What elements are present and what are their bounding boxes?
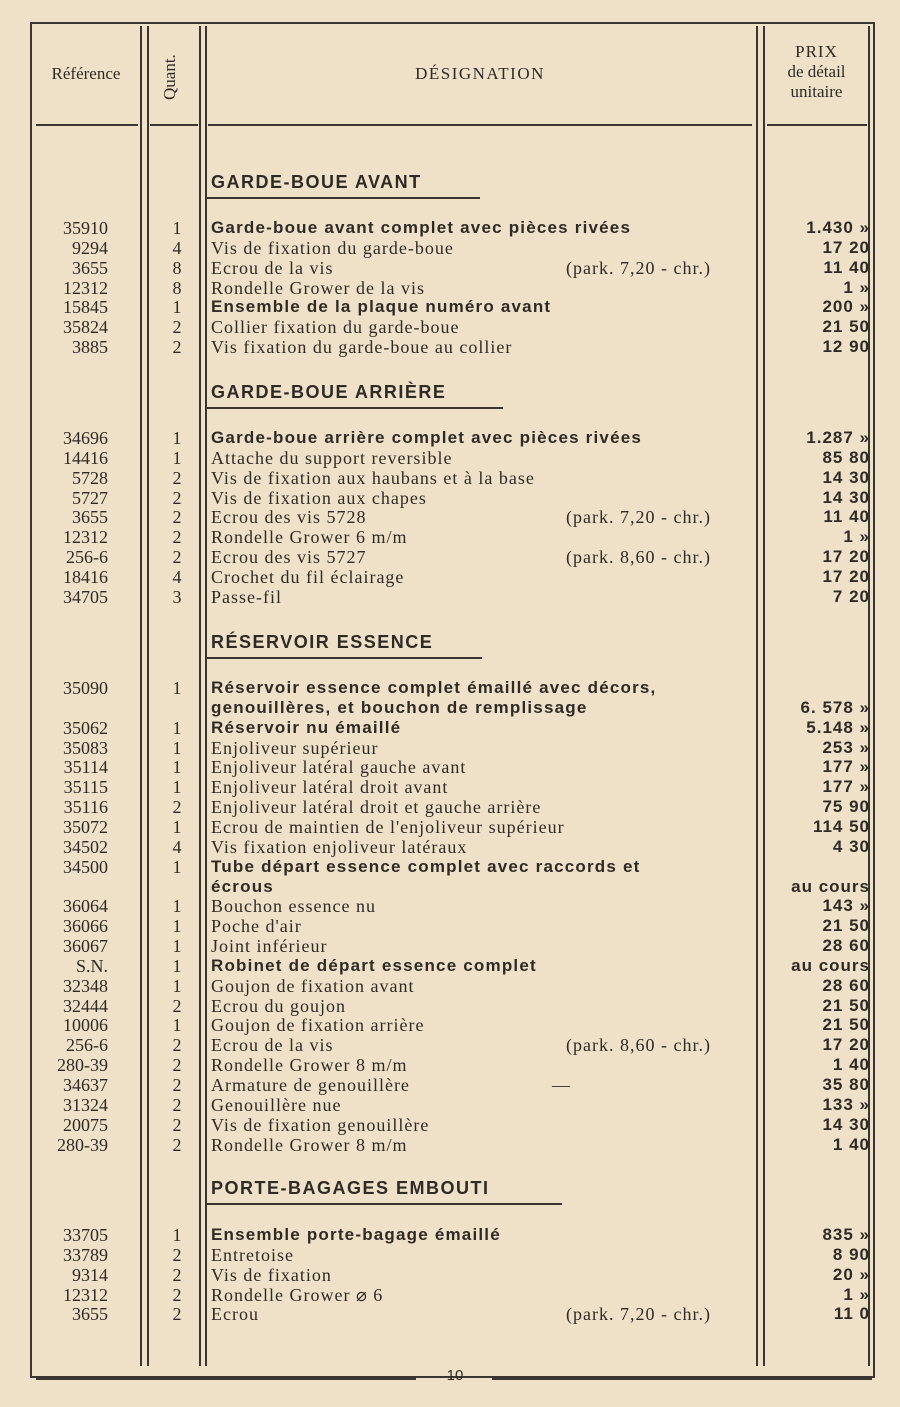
price-cell: 114 50	[812, 816, 870, 836]
footer-rule-right	[492, 1378, 872, 1380]
price-cell: 20 »	[832, 1264, 870, 1284]
section-underline	[207, 197, 480, 199]
table-row	[0, 547, 900, 567]
reference-cell: 5727	[72, 487, 108, 508]
price-cell: 21 50	[822, 1015, 870, 1035]
reference-cell: 12312	[63, 527, 108, 548]
designation-cell: Poche d'air	[211, 916, 302, 937]
price-cell: 1.287 »	[806, 428, 870, 447]
designation-cell: écrous	[211, 876, 274, 896]
price-cell: 5.148 »	[806, 717, 870, 737]
reference-cell: 3655	[72, 257, 108, 278]
price-cell: 14 30	[822, 467, 870, 487]
table-row	[0, 1115, 900, 1135]
designation-cell: Ecrou de maintien de l'enjoliveur supérieur	[211, 816, 565, 837]
table-row	[0, 1245, 900, 1265]
table-row	[0, 238, 900, 258]
designation-cell: Armature de genouillère	[211, 1075, 410, 1095]
quantity-cell: 2	[172, 797, 182, 818]
reference-cell: 35116	[63, 797, 108, 818]
reference-cell: 36067	[63, 936, 108, 957]
designation-note: —	[552, 1075, 570, 1095]
table-row	[0, 757, 900, 777]
table-row	[0, 1304, 900, 1324]
reference-cell: S.N.	[75, 955, 108, 976]
price-cell: 253 »	[822, 737, 870, 757]
price-cell: 85 80	[822, 447, 870, 467]
reference-cell: 280-39	[57, 1134, 108, 1155]
price-cell: 17 20	[822, 1035, 870, 1055]
quantity-cell: 1	[172, 916, 182, 937]
designation-cell: Robinet de départ essence complet	[211, 955, 537, 975]
quantity-cell: 2	[172, 1244, 182, 1265]
section-title: PORTE-BAGAGES EMBOUTI	[211, 1178, 490, 1198]
reference-cell: 35824	[63, 317, 108, 338]
table-row	[0, 218, 900, 238]
reference-cell: 35115	[63, 777, 108, 798]
header-reference: Référence	[51, 64, 121, 83]
reference-cell: 9314	[72, 1264, 108, 1285]
quantity-cell: 1	[172, 218, 182, 238]
table-row	[0, 337, 900, 357]
reference-cell: 3655	[72, 507, 108, 528]
table-row	[0, 1095, 900, 1115]
header-prix-line2: de détail	[787, 62, 846, 81]
designation-cell: Rondelle Grower 8 m/m	[211, 1134, 408, 1155]
table-row	[0, 797, 900, 817]
designation-cell: Ensemble porte-bagage émaillé	[211, 1225, 501, 1244]
footer-rule-left	[36, 1378, 416, 1380]
table-row	[0, 587, 900, 607]
table-row	[0, 258, 900, 278]
table-row	[0, 877, 900, 897]
designation-note: (park. 7,20 - chr.)	[566, 1304, 711, 1325]
price-cell: 17 20	[822, 547, 870, 567]
designation-note: (park. 8,60 - chr.)	[566, 547, 711, 568]
reference-cell: 34705	[63, 586, 108, 607]
price-cell: 17 20	[822, 566, 870, 586]
section-title: GARDE-BOUE AVANT	[211, 172, 422, 192]
header-rule-qty	[150, 124, 198, 126]
quantity-cell: 2	[172, 1134, 182, 1155]
quantity-cell: 1	[172, 955, 182, 976]
quantity-cell: 2	[172, 487, 182, 508]
reference-cell: 3885	[72, 337, 108, 358]
quantity-cell: 2	[172, 1055, 182, 1076]
price-cell: 835 »	[822, 1225, 870, 1244]
price-cell: au cours	[791, 876, 870, 896]
price-cell: 75 90	[822, 797, 870, 817]
reference-cell: 34696	[63, 428, 108, 448]
table-row	[0, 817, 900, 837]
designation-cell: Ecrou de la vis	[211, 257, 334, 278]
price-cell: 11 0	[833, 1304, 870, 1324]
quantity-cell: 4	[172, 566, 182, 587]
price-cell: 6. 578 »	[800, 697, 870, 717]
table-row	[0, 488, 900, 508]
quantity-cell: 1	[172, 975, 182, 996]
reference-cell: 280-39	[57, 1055, 108, 1076]
reference-cell: 5728	[72, 467, 108, 488]
table-row	[0, 956, 900, 976]
quantity-cell: 2	[172, 1094, 182, 1115]
section-underline	[207, 1203, 562, 1205]
section-title: RÉSERVOIR ESSENCE	[211, 632, 434, 652]
designation-cell: genouillères, et bouchon de remplissage	[211, 697, 588, 717]
designation-cell: Joint inférieur	[211, 936, 328, 957]
price-cell: 14 30	[822, 1114, 870, 1134]
reference-cell: 9294	[72, 237, 108, 258]
quantity-cell: 2	[172, 1304, 182, 1325]
reference-cell: 18416	[63, 566, 108, 587]
table-row	[0, 428, 900, 448]
reference-cell: 34637	[63, 1075, 108, 1095]
price-cell: 21 50	[822, 995, 870, 1015]
quantity-cell: 1	[172, 297, 182, 318]
designation-note: (park. 8,60 - chr.)	[566, 1035, 711, 1056]
designation-cell: Vis de fixation aux haubans et à la base	[211, 467, 535, 488]
designation-cell: Enjoliveur latéral droit avant	[211, 777, 449, 798]
price-cell: 4 30	[832, 836, 870, 856]
reference-cell: 35083	[63, 737, 108, 758]
designation-cell: Goujon de fixation arrière	[211, 1015, 425, 1036]
quantity-cell: 2	[172, 1284, 182, 1305]
designation-cell: Vis de fixation	[211, 1264, 332, 1285]
price-cell: 143 »	[822, 896, 870, 916]
designation-cell: Ecrou de la vis	[211, 1035, 334, 1056]
designation-cell: Vis fixation enjoliveur latéraux	[211, 836, 468, 857]
reference-cell: 15845	[63, 297, 108, 318]
table-row	[0, 297, 900, 317]
price-cell: 177 »	[822, 757, 870, 777]
reference-cell: 32348	[63, 975, 108, 996]
price-cell: 21 50	[822, 916, 870, 936]
price-cell: 28 60	[822, 975, 870, 995]
reference-cell: 35090	[63, 678, 108, 698]
table-row	[0, 718, 900, 738]
reference-cell: 256-6	[66, 1035, 108, 1056]
reference-cell: 31324	[63, 1094, 108, 1115]
header-rule-ref	[36, 124, 138, 126]
table-row	[0, 317, 900, 337]
designation-cell: Ensemble de la plaque numéro avant	[211, 297, 552, 317]
designation-note: (park. 7,20 - chr.)	[566, 257, 711, 278]
quantity-cell: 8	[172, 277, 182, 298]
designation-cell: Passe-fil	[211, 586, 282, 607]
quantity-cell: 2	[172, 995, 182, 1016]
header-prix	[765, 42, 868, 102]
quantity-cell: 1	[172, 447, 182, 468]
price-cell: 35 80	[822, 1075, 870, 1094]
quantity-cell: 1	[172, 757, 182, 778]
quantity-cell: 2	[172, 1264, 182, 1285]
price-cell: 14 30	[822, 487, 870, 507]
reference-cell: 35062	[63, 717, 108, 738]
price-cell: 1 »	[843, 277, 870, 297]
quantity-cell: 2	[172, 1114, 182, 1135]
reference-cell: 3655	[72, 1304, 108, 1325]
table-row	[0, 1075, 900, 1095]
table-row	[0, 1285, 900, 1305]
designation-cell: Entretoise	[211, 1244, 294, 1265]
table-row	[0, 837, 900, 857]
price-cell: 28 60	[822, 936, 870, 956]
quantity-cell: 3	[172, 586, 182, 607]
table-row	[0, 777, 900, 797]
designation-cell: Ecrou des vis 5728	[211, 507, 367, 528]
table-row	[0, 996, 900, 1016]
quantity-cell: 2	[172, 507, 182, 528]
designation-cell: Enjoliveur supérieur	[211, 737, 379, 758]
price-cell: 133 »	[822, 1094, 870, 1114]
designation-cell: Rondelle Grower 6 m/m	[211, 527, 408, 548]
quantity-cell: 1	[172, 717, 182, 738]
reference-cell: 35910	[63, 218, 108, 238]
price-cell: 1.430 »	[806, 218, 870, 237]
designation-cell: Enjoliveur latéral droit et gauche arrière	[211, 797, 542, 818]
table-row	[0, 976, 900, 996]
price-cell: 11 40	[823, 257, 870, 277]
price-cell: 17 20	[822, 237, 870, 257]
header-rule-prix	[767, 124, 867, 126]
table-row	[0, 1265, 900, 1285]
reference-cell: 35114	[63, 757, 108, 778]
designation-cell: Goujon de fixation avant	[211, 975, 415, 996]
section-title: GARDE-BOUE ARRIÈRE	[211, 382, 447, 402]
quantity-cell: 1	[172, 777, 182, 798]
table-row	[0, 678, 900, 698]
designation-cell: Vis de fixation aux chapes	[211, 487, 427, 508]
quantity-cell: 1	[172, 1015, 182, 1036]
designation-cell: Garde-boue avant complet avec pièces rivées	[211, 218, 632, 237]
designation-cell: Enjoliveur latéral gauche avant	[211, 757, 467, 778]
table-row	[0, 738, 900, 758]
price-cell: 12 90	[822, 337, 870, 357]
table-row	[0, 1225, 900, 1245]
designation-cell: Bouchon essence nu	[211, 896, 376, 917]
reference-cell: 35072	[63, 816, 108, 837]
reference-cell: 33789	[63, 1244, 108, 1265]
designation-cell: Attache du support reversible	[211, 447, 453, 468]
reference-cell: 34502	[63, 836, 108, 857]
reference-cell: 14416	[63, 447, 108, 468]
quantity-cell: 1	[172, 856, 182, 877]
table-row	[0, 448, 900, 468]
designation-note: (park. 7,20 - chr.)	[566, 507, 711, 528]
designation-cell: Crochet du fil éclairage	[211, 566, 405, 587]
header-prix-line3: unitaire	[790, 82, 843, 101]
reference-cell: 36066	[63, 916, 108, 937]
price-cell: 1 »	[843, 527, 870, 547]
quantity-cell: 1	[172, 428, 182, 448]
designation-cell: Collier fixation du garde-boue	[211, 317, 460, 338]
quantity-cell: 1	[172, 737, 182, 758]
quantity-cell: 2	[172, 467, 182, 488]
designation-cell: Rondelle Grower ⌀ 6	[211, 1284, 384, 1305]
quantity-cell: 2	[172, 1035, 182, 1056]
table-row	[0, 1055, 900, 1075]
price-cell: 8 90	[832, 1244, 870, 1264]
page-number: 10	[446, 1367, 464, 1384]
designation-cell: Vis de fixation du garde-boue	[211, 237, 454, 258]
reference-cell: 36064	[63, 896, 108, 917]
price-cell: 11 40	[823, 507, 870, 527]
reference-cell: 12312	[63, 277, 108, 298]
price-cell: 1 »	[843, 1284, 870, 1304]
header-quantite: Quant.	[160, 54, 179, 100]
designation-cell: Réservoir essence complet émaillé avec décors,	[211, 678, 657, 697]
reference-cell: 34500	[63, 856, 108, 877]
table-row	[0, 468, 900, 488]
table-row	[0, 698, 900, 718]
table-row	[0, 567, 900, 587]
quantity-cell: 1	[172, 936, 182, 957]
header-rule-des	[208, 124, 752, 126]
designation-cell: Genouillère nue	[211, 1094, 342, 1115]
reference-cell: 32444	[63, 995, 108, 1016]
reference-cell: 10006	[63, 1015, 108, 1036]
quantity-cell: 1	[172, 678, 182, 698]
price-cell: au cours	[791, 955, 870, 975]
designation-cell: Vis fixation du garde-boue au collier	[211, 337, 513, 358]
price-cell: 177 »	[822, 777, 870, 797]
table-row	[0, 1035, 900, 1055]
quantity-cell: 2	[172, 547, 182, 568]
table-row	[0, 857, 900, 877]
designation-cell: Ecrou du goujon	[211, 995, 346, 1016]
table-row	[0, 896, 900, 916]
designation-cell: Tube départ essence complet avec raccords et	[211, 856, 641, 876]
designation-cell: Vis de fixation genouillère	[211, 1114, 430, 1135]
price-cell: 1 40	[832, 1055, 870, 1075]
designation-cell: Réservoir nu émaillé	[211, 717, 402, 737]
reference-cell: 12312	[63, 1284, 108, 1305]
quantity-cell: 1	[172, 816, 182, 837]
quantity-cell: 2	[172, 527, 182, 548]
designation-cell: Rondelle Grower 8 m/m	[211, 1055, 408, 1076]
designation-cell: Ecrou	[211, 1304, 259, 1325]
price-cell: 1 40	[832, 1134, 870, 1154]
quantity-cell: 4	[172, 237, 182, 258]
section-underline	[207, 657, 482, 659]
designation-cell: Garde-boue arrière complet avec pièces rivées	[211, 428, 643, 447]
quantity-cell: 2	[172, 1075, 182, 1095]
table-row	[0, 1015, 900, 1035]
table-row	[0, 507, 900, 527]
quantity-cell: 1	[172, 1225, 182, 1245]
designation-cell: Ecrou des vis 5727	[211, 547, 367, 568]
designation-cell: Rondelle Grower de la vis	[211, 277, 425, 298]
price-cell: 7 20	[832, 586, 870, 606]
header-designation: DÉSIGNATION	[415, 64, 545, 83]
table-row	[0, 916, 900, 936]
quantity-cell: 1	[172, 896, 182, 917]
section-underline	[207, 407, 503, 409]
table-row	[0, 278, 900, 298]
reference-cell: 20075	[63, 1114, 108, 1135]
table-row	[0, 936, 900, 956]
reference-cell: 33705	[63, 1225, 108, 1245]
quantity-cell: 2	[172, 337, 182, 358]
quantity-cell: 2	[172, 317, 182, 338]
price-cell: 21 50	[822, 317, 870, 337]
table-row	[0, 527, 900, 547]
table-row	[0, 1135, 900, 1155]
reference-cell: 256-6	[66, 547, 108, 568]
quantity-cell: 8	[172, 257, 182, 278]
header-prix-line1: PRIX	[795, 42, 838, 61]
quantity-cell: 4	[172, 836, 182, 857]
price-cell: 200 »	[822, 297, 870, 317]
